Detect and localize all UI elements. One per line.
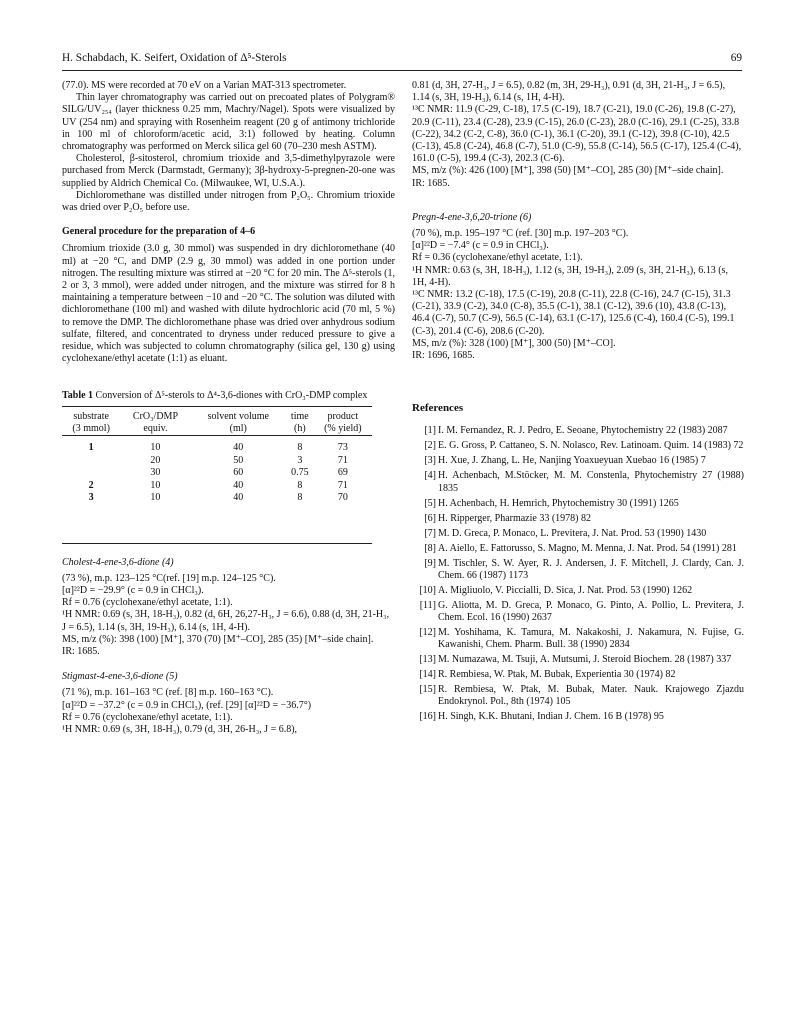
compound-5-data-line: ¹³C NMR: 11.9 (C-29, C-18), 17.5 (C-19), 18.7 (C-21), 19.0 (C-26), 19.8 (C-27), 20.9 (C-11), 23.4 (C-28), 23.9 (C-15), 26.0 (C-23), 28.0 (C-16), 29.1 (C-25), 33.8 (C-22), 34.2 (C-2, C-8), 36.0 (C-1), 36.1 (C-20), 39.1 (C-12), 39.8 (C-10), 42.5 (C-13), 45.8 (C-24), 46.8 (C-7), 51.0 (C-9), 55.8 (C-14), 56.5 (C-17), 125.4 (C-4), 161.0 (C-5), 199.4 (C-3), 202.3 (C-6).	[412, 104, 742, 165]
table-cell: 71	[337, 454, 348, 466]
table-cell: 30	[150, 467, 161, 479]
table-cell: 60	[233, 467, 244, 479]
reference-item	[412, 585, 744, 597]
table-header-cell: CrO₃/DMP	[132, 410, 179, 422]
table-top-rule	[62, 406, 372, 407]
table-cell: 40	[233, 479, 244, 491]
compound-6-title: Pregn-4-ene-3,6,20-trione (6)	[412, 211, 532, 223]
table-header-cell: (% yield)	[324, 422, 362, 434]
table-header-row	[62, 423, 372, 436]
reference-text: H. Singh, K.K. Bhutani, Indian J. Chem. 16 B (1978) 95	[438, 711, 664, 723]
compound-4-data-line: MS, m/z (%): 398 (100) [M⁺], 370 (70) [M⁺–CO], 285 (35) [M⁺–side chain].	[62, 633, 374, 645]
compound-6-data-line: IR: 1696, 1685.	[412, 350, 475, 362]
compound-4-data-line: IR: 1685.	[62, 646, 100, 657]
table-cell: 70	[337, 492, 348, 504]
reference-item	[412, 558, 744, 582]
reference-item	[412, 425, 744, 437]
table-header-cell: solvent volume	[207, 410, 269, 422]
page-number: 69	[730, 52, 742, 64]
compound-6-data-line: [α]²²D = −7.4° (c = 0.9 in CHCl₃).	[412, 240, 549, 252]
reference-item	[412, 498, 744, 510]
table-header-row	[62, 411, 372, 423]
reference-number: [10]	[419, 584, 436, 596]
table-header-cell: substrate	[73, 410, 109, 422]
table-header-cell: product	[327, 410, 359, 422]
table-header-cell: time	[290, 410, 309, 422]
table-cell	[62, 455, 120, 468]
compound-5-data-line: ¹H NMR: 0.69 (s, 3H, 18-H₃), 0.79 (d, 3H, 26-H₃, J = 6.8),	[62, 724, 298, 736]
table-cell: 20	[150, 454, 161, 466]
compound-5-data-line: (71 %), m.p. 161–163 °C (ref. [8] m.p. 160–163 °C).	[62, 687, 274, 699]
table-cell: 50	[233, 454, 244, 466]
table-cell: 10	[150, 479, 161, 491]
reference-text: M. Numazawa, M. Tsuji, A. Mutsumi, J. Steroid Biochem. 28 (1987) 337	[438, 654, 732, 666]
table-cell: 1	[88, 442, 94, 454]
reference-number: [2]	[424, 440, 436, 452]
table-cell: 40	[233, 442, 244, 454]
table-cell: 8	[297, 479, 303, 491]
reference-text: H. Achenbach, M.Stöcker, M. M. Constenla, Phytochemistry 27 (1988) 1835	[438, 470, 744, 494]
reference-text: G. Aliotta, M. D. Greca, P. Monaco, G. Pinto, A. Pollio, L. Previtera, J. Chem. Ecol. 16 (1990) 2637	[438, 599, 744, 624]
table-row	[62, 467, 372, 480]
table-cell: 0.75	[291, 467, 309, 479]
reference-number: [1]	[424, 425, 436, 437]
reference-text: R. Rembiesa, W. Ptak, M. Bubak, Experientia 30 (1974) 82	[438, 669, 676, 681]
table-cell: 71	[337, 479, 348, 491]
reference-number: [7]	[424, 527, 436, 539]
section-heading-general-procedure: General procedure for the preparation of 4–6	[62, 226, 256, 238]
table-cell: 8	[297, 442, 303, 454]
reference-number: [6]	[424, 512, 436, 524]
table-cell: 40	[233, 492, 244, 504]
table-caption	[62, 390, 387, 402]
references-section	[412, 402, 744, 723]
paragraph-ms: (77.0). MS were recorded at 70 eV on a Varian MAT-313 spectrometer.	[62, 80, 347, 91]
reference-text: M. Tischler, S. W. Ayer, R. J. Andersen, J. F. Mitchell, J. Clardy, Can. J. Chem. 66 (1987) 1173	[438, 557, 744, 581]
compound-6-data-line: MS, m/z (%): 328 (100) [M⁺], 300 (50) [M⁺–CO].	[412, 337, 616, 349]
reference-item	[412, 470, 744, 494]
reference-text: M. D. Greca, P. Monaco, L. Previtera, J. Nat. Prod. 53 (1990) 1430	[438, 527, 707, 539]
paragraph-materials: Cholesterol, β-sitosterol, chromium trioxide and 3,5-dimethylpyrazole were purchased from Merck (Darmstadt, Germany); 3β-hydroxy-5-pregnen-20-one was supplied by Aldrich Chemical Co. (Milwaukee, WI, U.S.A.).	[62, 153, 395, 189]
compound-4-data-line: (73 %), m.p. 123–125 °C(ref. [19] m.p. 124–125 °C).	[62, 572, 276, 584]
reference-number: [9]	[424, 557, 436, 569]
compound-5-title: Stigmast-4-ene-3,6-dione (5)	[62, 671, 178, 683]
table-cell: 8	[297, 492, 303, 504]
reference-text: H. Ripperger, Pharmazie 33 (1978) 82	[438, 512, 591, 524]
table-cell: 2	[88, 479, 94, 491]
reference-number: [11]	[419, 599, 436, 611]
compound-5-data-line: Rf = 0.76 (cyclohexane/ethyl acetate, 1:1).	[62, 711, 233, 723]
references-heading: References	[412, 402, 464, 415]
reference-text: A. Migliuolo, V. Piccialli, D. Sica, J. Nat. Prod. 53 (1990) 1262	[438, 584, 693, 596]
reference-item	[412, 440, 744, 452]
reference-number: [3]	[424, 455, 436, 467]
reference-item	[412, 543, 744, 555]
compound-4-data-line: [α]²²D = −29.9° (c = 0.9 in CHCl₃).	[62, 584, 204, 596]
table-cell: 69	[337, 467, 348, 479]
table-cell	[62, 467, 120, 480]
table-row	[62, 480, 372, 493]
table-caption-text: Conversion of Δ⁵-sterols to Δ⁴-3,6-diones with CrO₃-DMP complex	[95, 390, 368, 402]
reference-item	[412, 528, 744, 540]
reference-item	[412, 669, 744, 681]
reference-text: E. G. Gross, P. Cattaneo, S. N. Nolasco, Rev. Latinoam. Quim. 14 (1983) 72	[438, 440, 744, 452]
compound-5-data-line: [α]²²D = −37.2° (c = 0.9 in CHCl₃), (ref. [29] [α]²²D = −36.7°)	[62, 699, 312, 711]
running-header	[62, 52, 742, 71]
running-title: H. Schabdach, K. Seifert, Oxidation of Δ⁵-Sterols	[62, 52, 287, 64]
table-cell: 3	[88, 492, 94, 504]
reference-item	[412, 654, 744, 666]
reference-item	[412, 684, 744, 708]
compound-6-data-line: ¹H NMR: 0.63 (s, 3H, 18-H₃), 1.12 (s, 3H, 19-H₃), 2.09 (s, 3H, 21-H₃), 6.13 (s, 1H, 4-H).	[412, 264, 728, 288]
reference-text: I. M. Fernandez, R. J. Pedro, E. Seoane, Phytochemistry 22 (1983) 2087	[438, 425, 728, 437]
reference-number: [8]	[424, 542, 436, 554]
reference-item	[412, 513, 744, 525]
conversion-table	[62, 411, 372, 505]
reference-text: H. Achenbach, H. Hemrich, Phytochemistry 30 (1991) 1265	[438, 497, 679, 509]
compound-4-title: Cholest-4-ene-3,6-dione (4)	[62, 556, 174, 568]
reference-text: H. Xue, J. Zhang, L. He, Nanjing Yoaxueyuan Xuebao 16 (1985) 7	[438, 455, 706, 467]
compound-6-data-line: (70 %), m.p. 195–197 °C (ref. [30] m.p. 197–203 °C).	[412, 228, 629, 240]
right-column	[412, 80, 744, 726]
paragraph-tlc: Thin layer chromatography was carried out on precoated plates of Polygram® SILG/UV₂₅₄ (layer thickness 0.25 mm, Machry/Nagel). Spots were visualized by UV (254 nm) and spraying with Rosenheim reagent (20 g of antimony trichloride in 100 ml of chloroform/acetic acid, 3:1) followed by heating. Column chromatography was performed on Merck silica gel 60 (70–230 mesh ASTM).	[62, 92, 395, 153]
reference-item	[412, 455, 744, 467]
table-header-cell: (h)	[293, 422, 306, 434]
table-caption-label: Table 1	[62, 390, 94, 402]
reference-text: M. Yoshihama, K. Tamura, M. Nakakoshi, J. Nakamura, N. Fujise, G. Kawanishi, Chem. Pharm. Bull. 38 (1990) 2834	[438, 627, 744, 651]
table-header-cell: equiv.	[143, 422, 168, 434]
table-row	[62, 492, 372, 505]
reference-number: [15]	[419, 684, 436, 696]
table-cell: 73	[337, 442, 348, 454]
table-cell: 10	[150, 492, 161, 504]
table-row	[62, 455, 372, 468]
reference-number: [13]	[419, 654, 436, 666]
compound-6-data-line: Rf = 0.36 (cyclohexane/ethyl acetate, 1:1).	[412, 252, 583, 264]
reference-item	[412, 627, 744, 651]
compound-6-data-line: ¹³C NMR: 13.2 (C-18), 17.5 (C-19), 20.8 (C-11), 22.8 (C-16), 24.7 (C-15), 31.3 (C-21), 33.9 (C-2), 34.0 (C-8), 35.5 (C-1), 38.1 (C-12), 39.6 (10), 43.8 (C-13), 46.4 (C-7), 50.7 (C-9), 56.5 (C-14), 63.1 (C-17), 125.6 (C-4), 160.4 (C-5), 199.1 (C-3), 201.4 (C-6), 208.6 (C-20).	[412, 289, 735, 337]
reference-text: R. Rembiesa, W. Ptak, M. Bubak, Mater. Nauk. Krajowego Zjazdu Endokrynol. Pol., 8th (1974) 105	[438, 684, 744, 708]
paragraph-general-procedure: Chromium trioxide (3.0 g, 30 mmol) was suspended in dry dichloromethane (40 ml) at −20 °C, and DMP (2.9 g, 30 mmol) was added in one portion under nitrogen. The resulting mixture was stirred at −20 °C for 20 min. The Δ⁵-sterols (1, 2 or 3, 3 mmol), were added under nitrogen, and the mixture was stirred for 8 h maintaining a temperature between −10 and −20 °C. The solution was diluted with dichloromethane (100 ml) and washed with dilute hydrochloric acid (70 ml, 5 %) to remove the DMP. The dichloromethane phase was dried over anhydrous sodium sulfate, filtered, and concentrated to dryness under reduced pressure to give a residue, which was subjected to column chromatography (silica gel, 130 g) using cyclohexane/ethyl acetate (1:1) as eluant.	[62, 243, 395, 365]
reference-number: [5]	[424, 497, 436, 509]
left-column	[62, 80, 395, 736]
compound-4-data-line: ¹H NMR: 0.69 (s, 3H, 18-H₃), 0.82 (d, 6H, 26,27-H₃, J = 6.6), 0.88 (d, 3H, 21-H₃, J = 6.5), 1.14 (s, 3H, 19-H₃), 6.14 (s, 1H, 4-H).	[62, 609, 390, 633]
reference-item	[412, 711, 744, 723]
compound-5-data-line: 0.81 (d, 3H, 27-H₃, J = 6.5), 0.82 (m, 3H, 29-H₃), 0.91 (d, 3H, 21-H₃, J = 6.5), 1.14 (s, 3H, 19-H₃), 6.14 (s, 1H, 4-H).	[412, 80, 726, 104]
table-header-cell: (3 mmol)	[72, 422, 110, 434]
reference-text: A. Aiello, E. Fattorusso, S. Magno, M. Menna, J. Nat. Prod. 54 (1991) 281	[438, 542, 737, 554]
reference-number: [14]	[419, 669, 436, 681]
table-header-cell: (ml)	[229, 422, 247, 434]
compound-4-data-line: Rf = 0.76 (cyclohexane/ethyl acetate, 1:1).	[62, 597, 233, 609]
compound-5-data-line: MS, m/z (%): 426 (100) [M⁺], 398 (50) [M⁺–CO], 285 (30) [M⁺–side chain].	[412, 165, 724, 177]
table-cell: 10	[150, 442, 161, 454]
reference-number: [12]	[419, 627, 436, 639]
paragraph-solvents: Dichloromethane was distilled under nitrogen from P₂O₅. Chromium trioxide was dried over P₂O₅ before use.	[62, 189, 395, 214]
table-row	[62, 442, 372, 455]
reference-number: [16]	[419, 711, 436, 723]
reference-number: [4]	[424, 470, 436, 482]
table-cell: 3	[297, 454, 303, 466]
compound-5-data-line: IR: 1685.	[412, 177, 450, 189]
reference-item	[412, 600, 744, 624]
